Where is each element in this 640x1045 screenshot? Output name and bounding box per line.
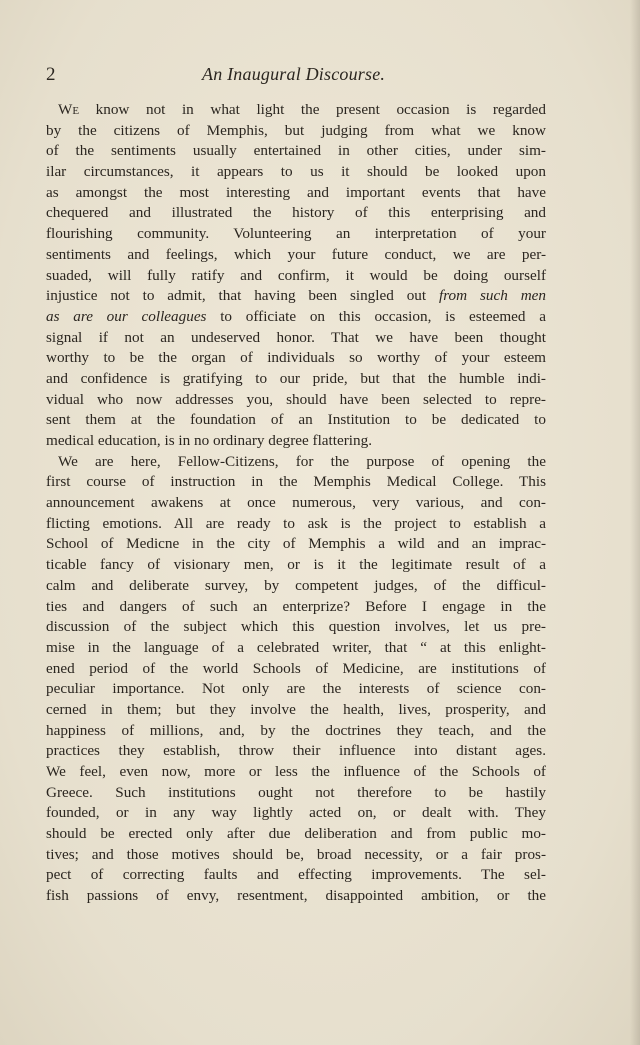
page-header bbox=[46, 64, 546, 90]
text-line: mise in the language of a celebrated writer, that “ at this enlight- bbox=[46, 638, 546, 656]
text-line: Greece. Such institutions ought not therefore to be hastily bbox=[46, 783, 546, 801]
text-line: ened period of the world Schools of Medicine, are institutions of bbox=[46, 659, 546, 677]
text-line: should be erected only after due deliberation and from public mo- bbox=[46, 825, 546, 843]
text-line: practices they establish, throw their influence into distant ages. bbox=[46, 742, 546, 760]
body-text bbox=[46, 100, 546, 907]
text-line: ties and dangers of such an enterprize? Before I engage in the bbox=[46, 597, 546, 615]
text-line: by the citizens of Memphis, but judging from what we know bbox=[46, 121, 546, 139]
running-title: An Inaugural Discourse. bbox=[202, 64, 386, 84]
text-line: calm and deliberate survey, by competent judges, of the difficul- bbox=[46, 576, 546, 594]
text-line: medical education, is in no ordinary degree flattering. bbox=[46, 432, 372, 449]
text-line: pect of correcting faults and effecting improvements. The sel- bbox=[46, 866, 546, 884]
text-line: flicting emotions. All are ready to ask is the project to establish a bbox=[46, 514, 546, 532]
text-line: We know not in what light the present occasion is regarded bbox=[58, 101, 546, 118]
text-line: discussion of the subject which this question involves, let us pre- bbox=[46, 618, 546, 636]
page-edge-shadow bbox=[630, 0, 640, 1045]
text-line: worthy to be the organ of individuals so worthy of your esteem bbox=[46, 349, 546, 367]
text-line: chequered and illustrated the history of this enterprising and bbox=[46, 204, 546, 222]
text-line: of the sentiments usually entertained in other cities, under sim- bbox=[46, 142, 546, 160]
text-line: signal if not an undeserved honor. That we have been thought bbox=[46, 328, 546, 346]
text-line: ilar circumstances, it appears to us it should be looked upon bbox=[46, 163, 546, 181]
text-line: flourishing community. Volunteering an interpretation of your bbox=[46, 225, 546, 243]
paragraph-2 bbox=[46, 452, 546, 907]
text-line: suaded, will fully ratify and confirm, it would be doing ourself bbox=[46, 266, 546, 284]
text-line: and confidence is gratifying to our pride, but that the humble indi- bbox=[46, 369, 546, 387]
text-line: ticable fancy of visionary men, or is it the legitimate result of a bbox=[46, 556, 546, 574]
text-line: School of Medicne in the city of Memphis a wild and an imprac- bbox=[46, 535, 546, 553]
page-number: 2 bbox=[46, 64, 56, 85]
text-line: cerned in them; but they involve the health, lives, prosperity, and bbox=[46, 700, 546, 718]
text-line: fish passions of envy, resentment, disappointed ambition, or the bbox=[46, 887, 546, 905]
text-line: founded, or in any way lightly acted on, or dealt with. They bbox=[46, 804, 546, 822]
text-line: tives; and those motives should be, broad necessity, or a fair pros- bbox=[46, 845, 546, 863]
text-line: peculiar importance. Not only are the interests of science con- bbox=[46, 680, 546, 698]
text-line: first course of instruction in the Memphis Medical College. This bbox=[46, 473, 546, 491]
text-line: announcement awakens at once numerous, very various, and con- bbox=[46, 494, 546, 512]
text-line: vidual who now addresses you, should have been selected to repre- bbox=[46, 390, 546, 408]
text-line: We are here, Fellow-Citizens, for the purpose of opening the bbox=[58, 452, 546, 470]
text-line: injustice not to admit, that having been singled out from such men bbox=[46, 287, 546, 305]
text-line: sentiments and feelings, which your future conduct, we are per- bbox=[46, 245, 546, 263]
text-line: as are our colleagues to officiate on this occasion, is esteemed a bbox=[46, 307, 546, 325]
text-line: happiness of millions, and, by the doctrines they teach, and the bbox=[46, 721, 546, 739]
paragraph-1 bbox=[46, 100, 546, 452]
text-line: We feel, even now, more or less the influence of the Schools of bbox=[46, 763, 546, 780]
text-line: as amongst the most interesting and important events that have bbox=[46, 183, 546, 201]
text-line: sent them at the foundation of an Institution to be dedicated to bbox=[46, 411, 546, 429]
